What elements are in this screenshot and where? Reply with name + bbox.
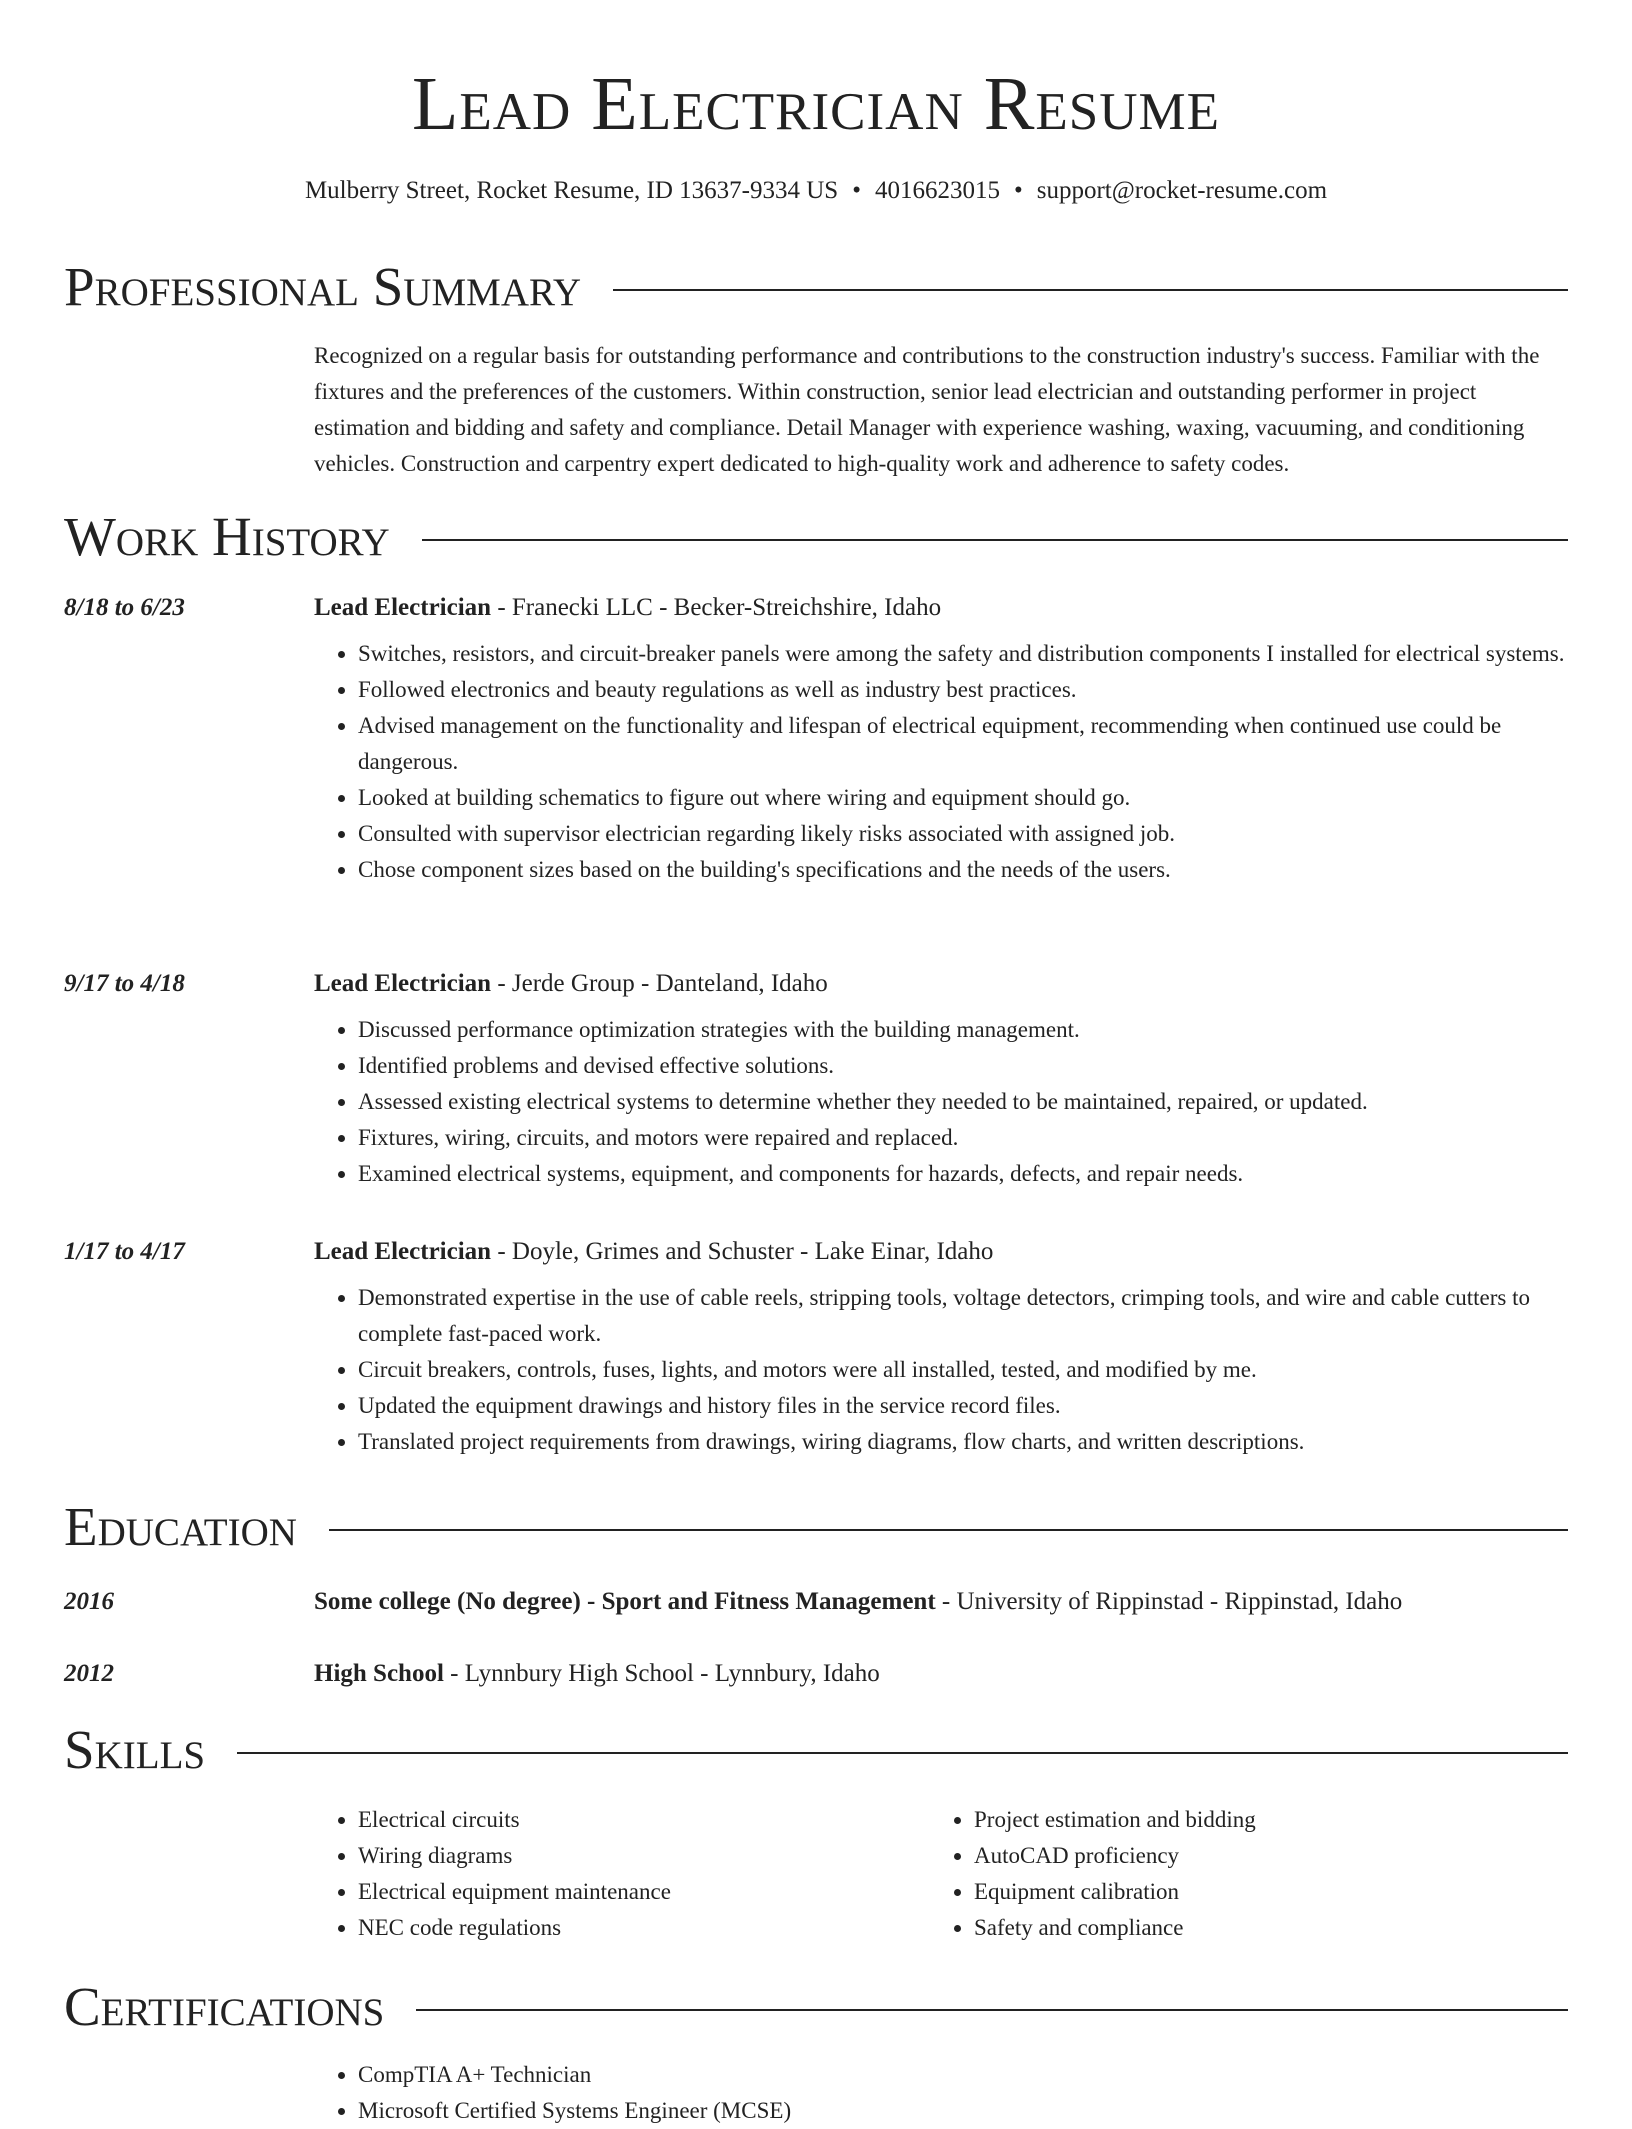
certifications-list — [314, 2057, 1612, 2129]
education-section-header — [64, 1494, 1568, 1560]
job-duty: • Examined electrical systems, equipment, and components for hazards, defects, and repair needs. — [358, 1156, 1568, 1192]
job-company-location: - Jerde Group - Danteland, Idaho — [491, 970, 828, 997]
education-year: 2016 — [64, 1588, 114, 1615]
job-duties — [314, 636, 1568, 888]
section-divider — [422, 539, 1568, 541]
section-divider — [613, 289, 1568, 291]
job-title-line — [314, 1234, 993, 1270]
skills-list-left — [314, 1802, 898, 1946]
job-duty: • Identified problems and devised effective solutions. — [358, 1048, 1568, 1084]
job-duty: • Looked at building schematics to figure out where wiring and equipment should go. — [358, 780, 1568, 816]
skills-list-right — [930, 1802, 1574, 1946]
job-company-location: - Franecki LLC - Becker-Streichshire, Idaho — [491, 594, 942, 621]
job-duty: • Fixtures, wiring, circuits, and motors were repaired and replaced. — [358, 1120, 1568, 1156]
job-duty: • Translated project requirements from drawings, wiring diagrams, flow charts, and written descriptions. — [358, 1424, 1568, 1460]
contact-email: support@rocket-resume.com — [1036, 177, 1328, 204]
job-duties — [314, 1280, 1568, 1460]
education-year: 2012 — [64, 1660, 114, 1687]
education-school-location: - University of Rippinstad - Rippinstad, Idaho — [935, 1588, 1403, 1615]
skill-item: • NEC code regulations — [358, 1910, 898, 1946]
summary-section-header — [64, 254, 1568, 320]
certification-item: • CompTIA A+ Technician — [358, 2057, 1612, 2093]
job-duty: • Switches, resistors, and circuit-breaker panels were among the safety and distribution components I installed for electrical systems. — [358, 636, 1568, 672]
job-duty: • Chose component sizes based on the building's specifications and the needs of the users. — [358, 852, 1568, 888]
contact-address: Mulberry Street, Rocket Resume, ID 13637-9334 US — [304, 177, 839, 204]
work-section-header — [64, 504, 1568, 570]
skill-item: • Wiring diagrams — [358, 1838, 898, 1874]
job-duty: • Demonstrated expertise in the use of cable reels, stripping tools, voltage detectors, crimping tools, and wire and cable cutters to complete fast-paced work. — [358, 1280, 1568, 1352]
job-title-line — [314, 590, 941, 626]
job-role: Lead Electrician — [314, 970, 492, 997]
job-company-location: - Doyle, Grimes and Schuster - Lake Einar, Idaho — [491, 1238, 994, 1265]
certification-item: • Microsoft Certified Systems Engineer (MCSE) — [358, 2093, 1612, 2129]
education-school-location: - Lynnbury High School - Lynnbury, Idaho — [443, 1660, 880, 1687]
skill-item: • Equipment calibration — [974, 1874, 1574, 1910]
education-degree: High School — [314, 1660, 444, 1687]
skill-item: • Project estimation and bidding — [974, 1802, 1574, 1838]
contact-separator: • — [1013, 177, 1023, 204]
job-dates: 1/17 to 4/17 — [64, 1238, 185, 1265]
skills-section-header — [64, 1717, 1568, 1783]
education-line — [314, 1656, 880, 1692]
skill-item: • Safety and compliance — [974, 1910, 1574, 1946]
section-divider — [237, 1752, 1568, 1754]
job-role: Lead Electrician — [314, 594, 492, 621]
job-duty: • Circuit breakers, controls, fuses, lights, and motors were all installed, tested, and modified by me. — [358, 1352, 1568, 1388]
education-heading: Education — [64, 1496, 297, 1557]
skill-item: • Electrical circuits — [358, 1802, 898, 1838]
job-duties — [314, 1012, 1568, 1192]
skill-item: • AutoCAD proficiency — [974, 1838, 1574, 1874]
section-divider — [329, 1529, 1568, 1531]
job-role: Lead Electrician — [314, 1238, 492, 1265]
section-divider — [416, 2009, 1568, 2011]
job-dates: 9/17 to 4/18 — [64, 970, 185, 997]
job-duty: • Advised management on the functionality and lifespan of electrical equipment, recommending when continued use could be dangerous. — [358, 708, 1568, 780]
job-duty: • Assessed existing electrical systems to determine whether they needed to be maintained, repaired, or updated. — [358, 1084, 1568, 1120]
summary-heading: Professional Summary — [64, 256, 582, 317]
work-heading: Work History — [64, 506, 390, 567]
skills-heading: Skills — [64, 1719, 206, 1780]
certifications-heading: Certifications — [64, 1976, 385, 2037]
contact-separator: • — [852, 177, 861, 204]
job-duty: • Consulted with supervisor electrician regarding likely risks associated with assigned job. — [358, 816, 1568, 852]
education-degree: Some college (No degree) - Sport and Fitness Management — [314, 1588, 936, 1615]
contact-phone: 4016623015 — [874, 177, 1000, 204]
job-title-line — [314, 966, 828, 1002]
job-duty: • Updated the equipment drawings and history files in the service record files. — [358, 1388, 1568, 1424]
certifications-section-header — [64, 1974, 1568, 2040]
contact-line — [0, 174, 1632, 208]
job-dates: 8/18 to 6/23 — [64, 594, 185, 621]
skill-item: • Electrical equipment maintenance — [358, 1874, 898, 1910]
education-line — [314, 1584, 1402, 1620]
job-duty: • Discussed performance optimization strategies with the building management. — [358, 1012, 1568, 1048]
resume-title: Lead Electrician Resume — [411, 62, 1221, 146]
summary-text: Recognized on a regular basis for outstanding performance and contributions to the construction industry's success. Familiar with the fixtures and the preferences of the customers. Within construction, senior lead electrician and outstanding performer in project estimation and bidding and safety and compliance. Detail Manager with experience washing, waxing, vacuuming, and conditioning vehicles. Construction and carpentry expert dedicated to high-quality work and adherence to safety codes. — [314, 343, 1540, 476]
job-duty: • Followed electronics and beauty regulations as well as industry best practices. — [358, 672, 1568, 708]
